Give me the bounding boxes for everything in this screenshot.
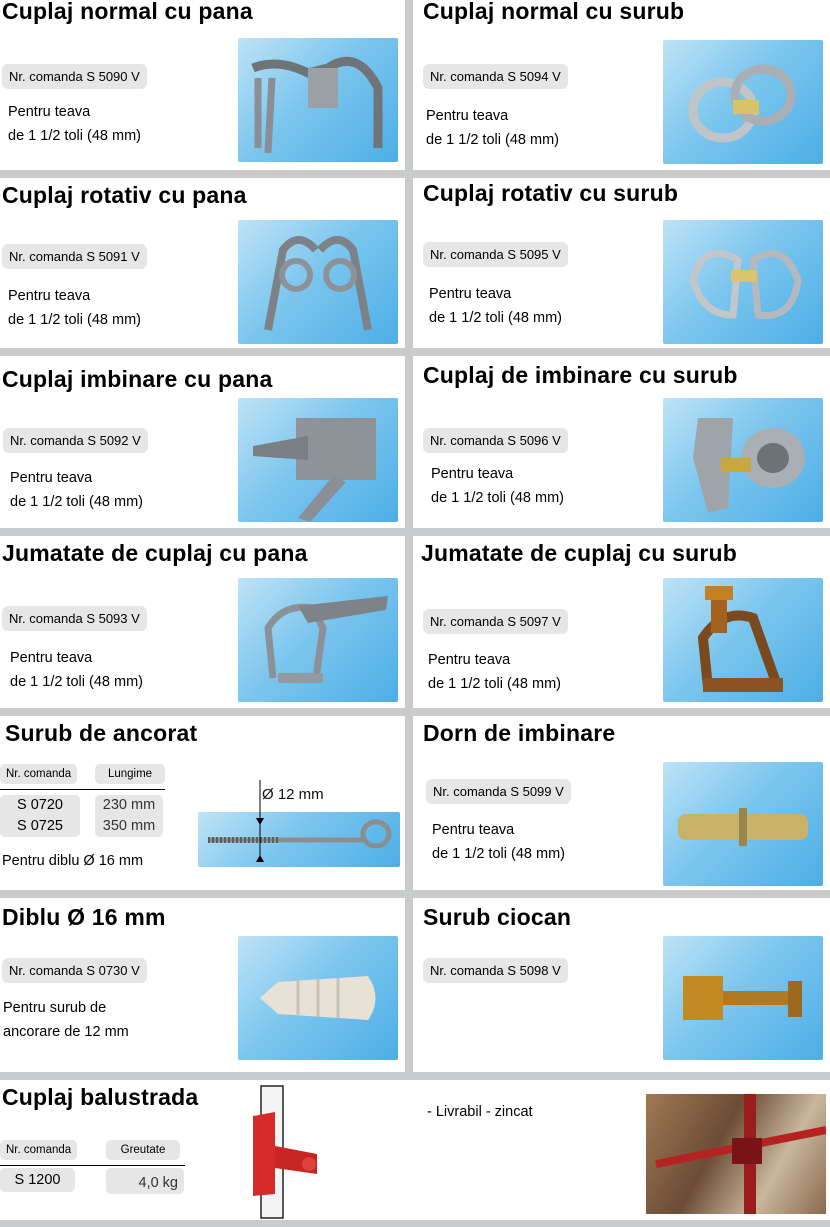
dimension-marker xyxy=(254,780,266,862)
product-description: Pentru teava de 1 1/2 toli (48 mm) xyxy=(426,108,559,148)
column-header: Nr. comanda xyxy=(0,1140,77,1160)
order-code: Nr. comanda S 5095 V xyxy=(423,242,568,267)
availability-note: - Livrabil - zincat xyxy=(427,1104,533,1120)
coupler-photo xyxy=(663,578,823,702)
product-card xyxy=(413,356,830,528)
product-description: Pentru teava de 1 1/2 toli (48 mm) xyxy=(10,650,143,690)
product-title: Surub ciocan xyxy=(423,904,572,930)
product-description: Pentru surub de ancorare de 12 mm xyxy=(3,1000,129,1040)
divider xyxy=(0,1165,185,1166)
wall-plug-photo xyxy=(238,936,398,1060)
product-title: Diblu Ø 16 mm xyxy=(2,904,166,930)
product-card xyxy=(0,1080,830,1220)
product-title: Cuplaj de imbinare cu surub xyxy=(423,362,738,388)
coupler-photo xyxy=(238,578,398,702)
product-description: Pentru teava de 1 1/2 toli (48 mm) xyxy=(429,286,562,326)
product-note: Pentru diblu Ø 16 mm xyxy=(2,853,144,869)
product-description: Pentru teava de 1 1/2 toli (48 mm) xyxy=(431,466,564,506)
product-title: Cuplaj normal cu pana xyxy=(2,0,253,24)
order-code: Nr. comanda S 5098 V xyxy=(423,958,568,983)
order-code: Nr. comanda S 5094 V xyxy=(423,64,568,89)
order-code: Nr. comanda S 0730 V xyxy=(2,958,147,983)
product-card xyxy=(413,178,830,348)
product-title: Cuplaj rotativ cu surub xyxy=(423,180,679,206)
product-card xyxy=(0,0,405,170)
order-code: Nr. comanda S 5099 V xyxy=(426,779,571,804)
product-card xyxy=(0,898,405,1072)
divider xyxy=(0,789,165,790)
product-card xyxy=(0,536,405,708)
product-title: Cuplaj rotativ cu pana xyxy=(2,182,247,208)
product-title: Cuplaj normal cu surub xyxy=(423,0,685,24)
product-description: Pentru teava de 1 1/2 toli (48 mm) xyxy=(428,652,561,692)
order-code-cell: S 0720 S 0725 xyxy=(0,795,80,837)
product-title: Cuplaj balustrada xyxy=(2,1084,199,1110)
coupler-photo xyxy=(663,398,823,522)
product-description: Pentru teava de 1 1/2 toli (48 mm) xyxy=(432,822,565,862)
product-description: Pentru teava de 1 1/2 toli (48 mm) xyxy=(8,104,141,144)
coupler-photo xyxy=(663,220,823,344)
dimension-label: Ø 12 mm xyxy=(262,786,324,803)
product-title: Surub de ancorat xyxy=(5,720,198,746)
hammer-bolt-photo xyxy=(663,936,823,1060)
order-code-cell: S 1200 xyxy=(0,1168,75,1192)
guardrail-coupler-image xyxy=(245,1084,327,1220)
order-code: Nr. comanda S 5093 V xyxy=(2,606,147,631)
order-code: Nr. comanda S 5096 V xyxy=(423,428,568,453)
product-title: Dorn de imbinare xyxy=(423,720,616,746)
product-title: Cuplaj imbinare cu pana xyxy=(2,366,273,392)
column-header: Lungime xyxy=(95,764,165,784)
spigot-photo xyxy=(663,762,823,886)
coupler-photo xyxy=(238,220,398,344)
order-code: Nr. comanda S 5090 V xyxy=(2,64,147,89)
order-code: Nr. comanda S 5092 V xyxy=(3,428,148,453)
product-card xyxy=(413,536,830,708)
product-card xyxy=(413,898,830,1072)
order-code: Nr. comanda S 5097 V xyxy=(423,609,568,634)
length-cell: 230 mm 350 mm xyxy=(95,795,163,837)
product-card xyxy=(0,178,405,348)
column-header: Nr. comanda xyxy=(0,764,77,784)
coupler-photo xyxy=(663,40,823,164)
product-description: Pentru teava de 1 1/2 toli (48 mm) xyxy=(8,288,141,328)
product-card xyxy=(0,356,405,528)
product-card xyxy=(413,716,830,890)
weight-cell: 4,0 kg xyxy=(106,1168,184,1194)
product-card xyxy=(413,0,830,170)
installation-photo xyxy=(646,1094,826,1214)
coupler-photo xyxy=(238,398,398,522)
product-title: Jumatate de cuplaj cu surub xyxy=(421,540,737,566)
order-code: Nr. comanda S 5091 V xyxy=(2,244,147,269)
product-title: Jumatate de cuplaj cu pana xyxy=(2,540,308,566)
anchor-screw-card xyxy=(0,716,405,890)
product-description: Pentru teava de 1 1/2 toli (48 mm) xyxy=(10,470,143,510)
coupler-photo xyxy=(238,38,398,162)
anchor-screw-photo xyxy=(198,812,400,867)
column-header: Greutate xyxy=(106,1140,180,1160)
